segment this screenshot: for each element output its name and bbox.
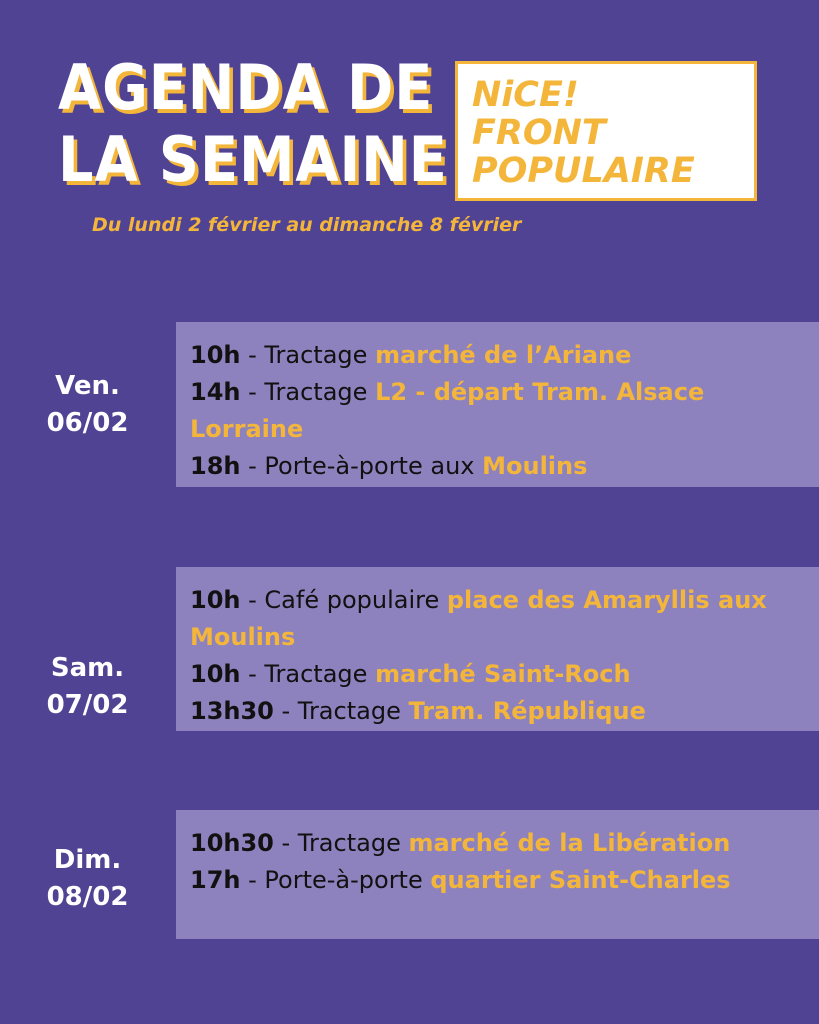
date-range-subtitle: Du lundi 2 février au dimanche 8 février <box>92 214 522 236</box>
nice-front-populaire-logo <box>455 61 757 201</box>
event-activity: - Café populaire <box>240 586 447 614</box>
event-place: marché Saint-Roch <box>375 660 631 688</box>
logo-line-3: POPULAIRE <box>472 151 695 191</box>
event-item <box>190 825 805 862</box>
event-time: 13h30 <box>190 697 274 725</box>
day-label-saturday <box>0 650 175 724</box>
event-item <box>190 374 805 448</box>
event-place: Tram. République <box>408 697 646 725</box>
title-line-1: AGENDA DE <box>58 51 434 124</box>
event-time: 10h <box>190 341 241 369</box>
event-time: 14h <box>190 378 241 406</box>
event-place: Moulins <box>482 452 588 480</box>
event-item <box>190 582 805 656</box>
event-place: place des Amaryllis aux Moulins <box>190 586 767 651</box>
events-panel-friday <box>176 322 819 487</box>
day-date: 08/02 <box>46 882 129 912</box>
logo-line-1: NiCE! <box>472 75 579 115</box>
event-place: quartier Saint-Charles <box>430 866 731 894</box>
event-activity: - Tractage <box>240 341 376 369</box>
event-time: 10h <box>190 586 241 614</box>
day-name: Sam. <box>50 653 125 683</box>
event-item <box>190 862 805 899</box>
event-activity: - Porte-à-porte <box>240 866 431 894</box>
event-time: 10h <box>190 660 241 688</box>
event-time: 18h <box>190 452 241 480</box>
event-activity: - Tractage <box>273 697 409 725</box>
day-label-friday <box>0 368 175 442</box>
day-date: 07/02 <box>46 690 129 720</box>
day-name: Ven. <box>55 371 120 401</box>
event-item <box>190 693 805 730</box>
event-item <box>190 337 805 374</box>
event-activity: - Tractage <box>240 660 376 688</box>
agenda-title <box>58 52 448 196</box>
event-activity: - Porte-à-porte aux <box>240 452 483 480</box>
events-panel-saturday <box>176 567 819 731</box>
event-place: L2 - départ Tram. Alsace Lorraine <box>190 378 705 443</box>
event-item <box>190 656 805 693</box>
day-name: Dim. <box>53 845 122 875</box>
event-item <box>190 448 805 485</box>
event-activity: - Tractage <box>273 829 409 857</box>
event-time: 17h <box>190 866 241 894</box>
event-place: marché de l’Ariane <box>375 341 632 369</box>
day-date: 06/02 <box>46 408 129 438</box>
event-time: 10h30 <box>190 829 274 857</box>
day-label-sunday <box>0 842 175 916</box>
event-place: marché de la Libération <box>408 829 731 857</box>
event-activity: - Tractage <box>240 378 376 406</box>
logo-line-2: FRONT <box>472 113 606 153</box>
events-panel-sunday <box>176 810 819 939</box>
title-line-2: LA SEMAINE <box>58 123 448 196</box>
logo-text <box>472 76 695 190</box>
